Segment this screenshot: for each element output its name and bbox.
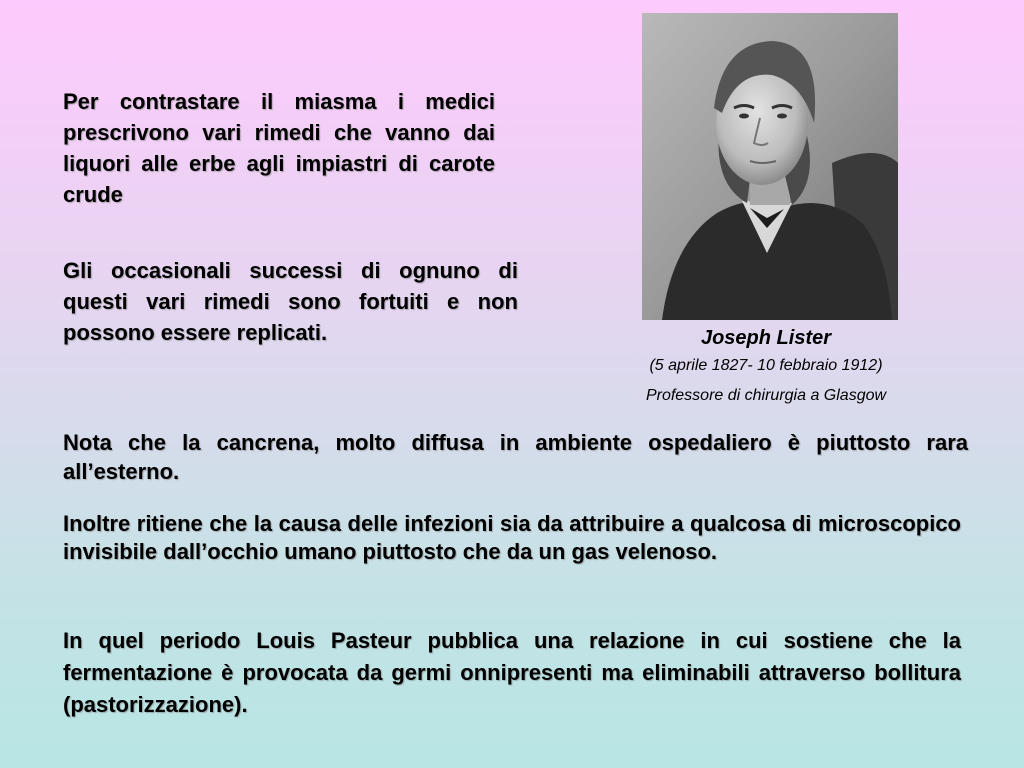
portrait-caption-dates: (5 aprile 1827- 10 febbraio 1912)	[649, 357, 883, 374]
paragraph-gangrene-note: Nota che la cancrena, molto diffusa in ambiente ospedaliero è piuttosto rara all’esterno.	[63, 430, 968, 484]
portrait-photo	[642, 13, 898, 320]
portrait-caption-role: Professore di chirurgia a Glasgow	[645, 387, 887, 404]
portrait-caption-name: Joseph Lister	[700, 327, 832, 349]
paragraph-pasteur: In quel periodo Louis Pasteur pubblica una relazione in cui sostiene che la fermentazione è provocata da germi onnipresenti ma eliminabili attraverso bollitura (pastorizzazione).	[63, 628, 961, 717]
paragraph-miasma-remedies: Per contrastare il miasma i medici prescrivono vari rimedi che vanno dai liquori alle erbe agli impiastri di carote crude	[63, 89, 495, 207]
paragraph-occasional-successes: Gli occasionali successi di ognuno di questi vari rimedi sono fortuiti e non possono essere replicati.	[63, 258, 518, 345]
paragraph-infection-cause: Inoltre ritiene che la causa delle infezioni sia da attribuire a qualcosa di microscopico invisibile dall’occhio umano piuttosto che da un gas velenoso.	[63, 511, 961, 564]
